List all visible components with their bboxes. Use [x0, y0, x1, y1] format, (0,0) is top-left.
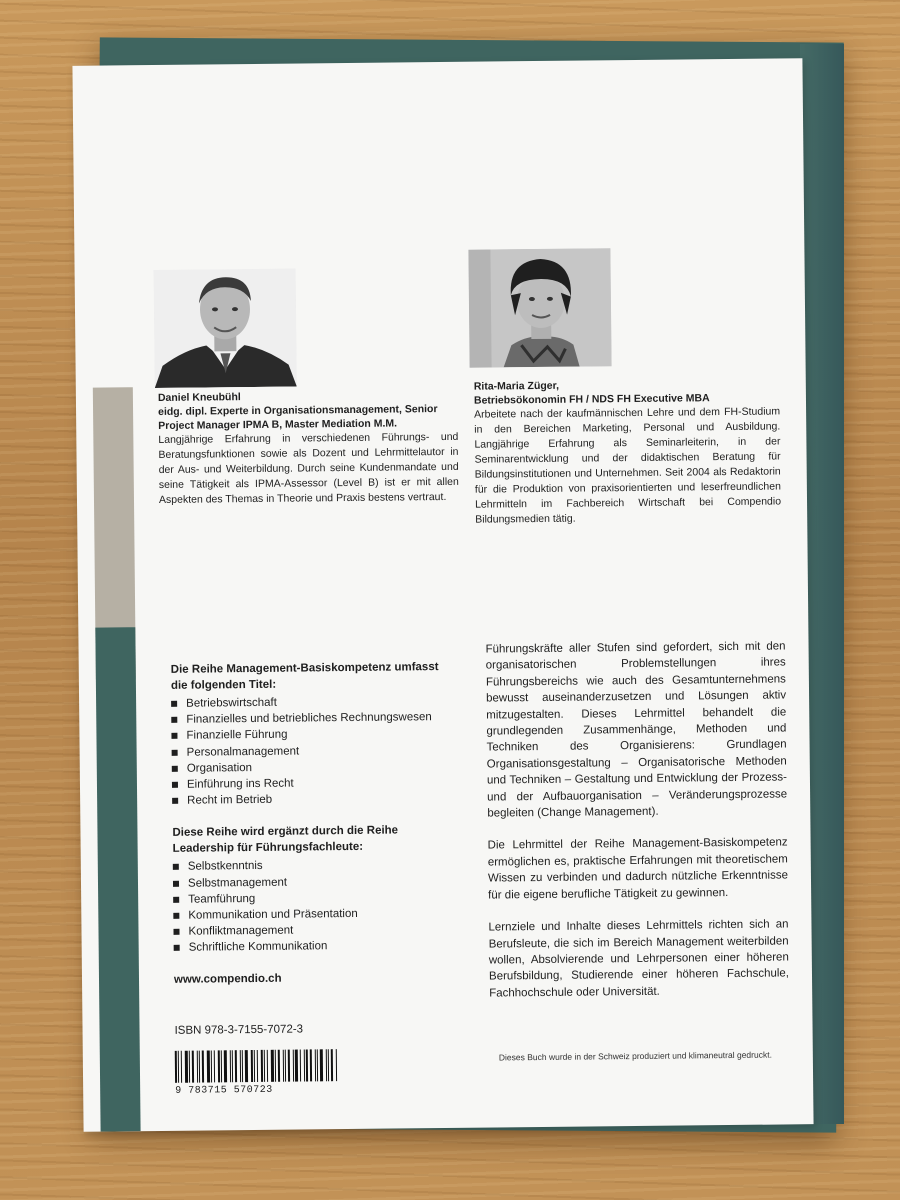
- square-bullet-icon: [171, 701, 177, 707]
- climate-neutral-note: Dieses Buch wurde in der Schweiz produziert und klimaneutral gedruckt.: [498, 1049, 772, 1063]
- list-item: Teamführung: [173, 889, 453, 908]
- portrait-man-image: [154, 269, 297, 388]
- green-color-strip: [95, 627, 140, 1131]
- list-item: Selbstkenntnis: [173, 856, 453, 875]
- square-bullet-icon: [174, 945, 180, 951]
- square-bullet-icon: [172, 766, 178, 772]
- series-ls-list: [173, 856, 454, 956]
- list-item: Einführung ins Recht: [172, 774, 452, 793]
- series-column: [171, 659, 456, 1099]
- back-cover-page: [72, 58, 813, 1132]
- square-bullet-icon: [172, 782, 178, 788]
- list-item: Kommunikation und Präsentation: [173, 905, 453, 924]
- square-bullet-icon: [171, 733, 177, 739]
- description-paragraph: Die Lehrmittel der Reihe Management-Basiskompetenz ermöglichen es, praktische Erfahrungen mit theoretischem Wissen zu verbinden und dadurch nützliche Erkenntnisse für die eigene berufliche Tätigkeit zu gewinnen.: [487, 836, 789, 902]
- author-block-daniel: [158, 388, 459, 508]
- square-bullet-icon: [173, 880, 179, 886]
- portrait-woman-image: [468, 248, 611, 367]
- square-bullet-icon: [173, 929, 179, 935]
- publisher-url: www.compendio.ch: [173, 972, 282, 986]
- square-bullet-icon: [171, 717, 177, 723]
- square-bullet-icon: [172, 749, 178, 755]
- square-bullet-icon: [172, 798, 178, 804]
- author-name: Rita-Maria Züger,: [473, 379, 560, 393]
- series-mb-heading: Die Reihe Management-Basiskompetenz umfasst die folgenden Titel:: [170, 661, 439, 692]
- list-item: Konfliktmanagement: [173, 921, 453, 940]
- author-credentials: eidg. dipl. Experte in Organisationsmanagement, Senior Project Manager IPMA B, Master Mediation M.M.: [158, 403, 438, 432]
- description-paragraph: Lernziele und Inhalte dieses Lehrmittels richten sich an Berufsleute, die sich im Bereich Management weiterbilden wollen, Absolvierende und Lehrpersonen einer höheren Berufsbildung, Studierende einer höheren Fachschule, Fachhochschule oder Universität.: [488, 918, 790, 1000]
- square-bullet-icon: [173, 913, 179, 919]
- barcode-digits: 9 783715 570723: [175, 1084, 273, 1097]
- author-photo-daniel: [154, 269, 297, 388]
- description-paragraph: Führungskräfte aller Stufen sind gefordert, sich mit den organisatorischen Problemstellungen ihres Führungsbereichs wie auch des Gesamtunternehmens bewusst auseinanderzusetzen und Lösungen aktiv mitzugestalten. Dieses Lehrmittel behandelt die grundlegenden Zusammenhänge, Methoden und Techniken des Organisierens: Grundlagen Organisationsgestaltung – Organisatorische Methoden und Techniken – Gestaltung und Entwicklung der Prozess- und der Aufbauorganisation – Veränderungsprozesse begleiten (Change Management).: [485, 640, 788, 820]
- book-description: [485, 638, 789, 1017]
- list-item: Finanzielle Führung: [171, 725, 451, 744]
- square-bullet-icon: [173, 864, 179, 870]
- list-item: Finanzielles und betriebliches Rechnungswesen: [171, 709, 451, 728]
- list-item: Personalmanagement: [172, 742, 452, 761]
- list-item: Schriftliche Kommunikation: [174, 937, 454, 956]
- series-mb-list: [171, 693, 452, 809]
- author-bio: Langjährige Erfahrung in verschiedenen Führungs- und Beratungsfunktionen sowie als Dozent und Lehrmittelautor in der Aus- und Weiterbildung. Durch seine Kundenmandate und seine Tätigkeit als IPMA-Assessor (Level B) ist er mit allen Aspekten des Themas in Theorie und Praxis bestens vertraut.: [158, 430, 459, 506]
- author-name: Daniel Kneubühl: [157, 391, 241, 404]
- list-item: Organisation: [172, 758, 452, 777]
- square-bullet-icon: [173, 897, 179, 903]
- series-ls-heading: Diese Reihe wird ergänzt durch die Reihe Leadership für Führungsfachleute:: [172, 824, 399, 856]
- author-bio: Arbeitete nach der kaufmännischen Lehre und dem FH-Studium in den Bereichen Marketing, Personal und Ausbildung. Langjährige Erfahrung als Seminarleiterin, in der Seminarentwicklung und der didaktischen Beratung für Bildungsinstitutionen und Unternehmen. Seit 2004 als Redaktorin für die Produktion von praxisorientierten und leserfreundlichen Lehrmitteln im Fachbereich Wirtschaft bei Compendio Bildungsmedien tätig.: [474, 405, 782, 526]
- list-item: Betriebswirtschaft: [171, 693, 451, 712]
- list-item: Selbstmanagement: [173, 873, 453, 892]
- isbn-number: ISBN 978-3-7155-7072-3: [174, 1023, 304, 1037]
- list-item: Recht im Betrieb: [172, 790, 452, 809]
- author-block-rita: [474, 376, 782, 527]
- author-photo-rita: [468, 248, 611, 367]
- barcode-image: [175, 1048, 455, 1083]
- author-credentials: Betriebsökonomin FH / NDS FH Executive MBA: [473, 392, 710, 407]
